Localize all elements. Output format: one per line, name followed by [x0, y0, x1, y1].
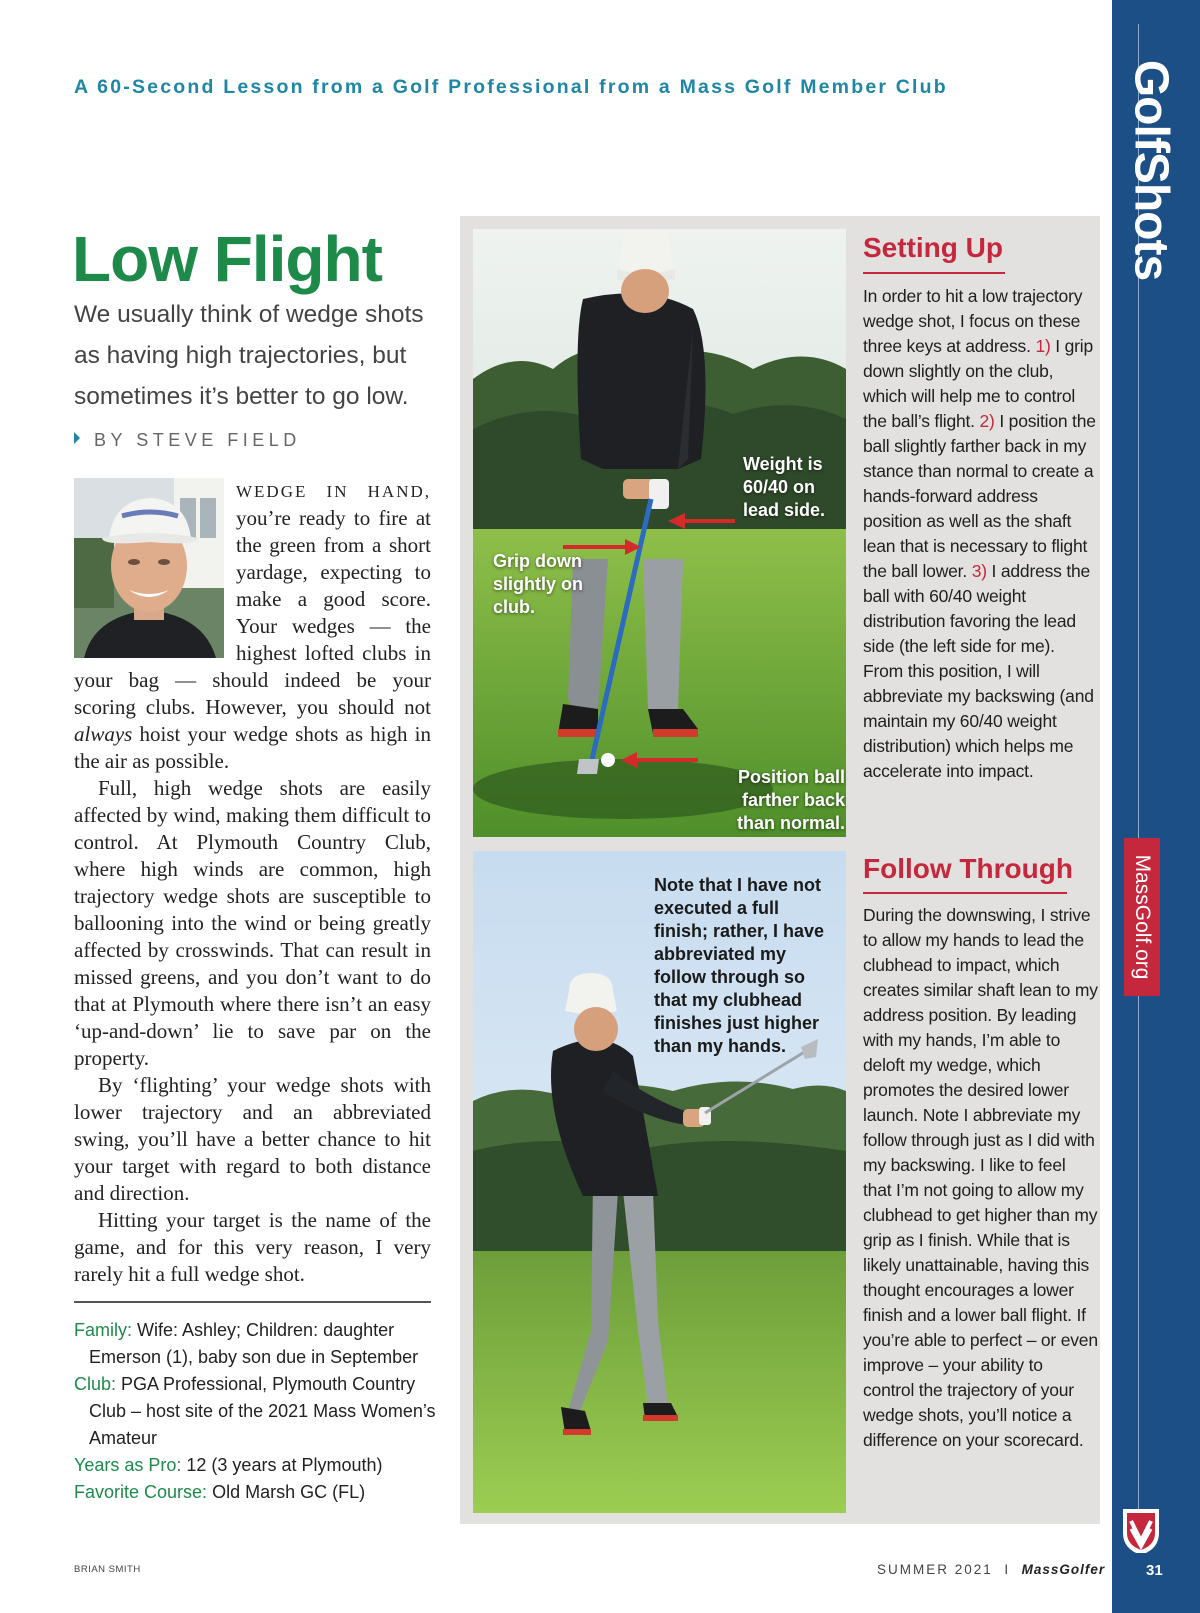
triangle-bullet-icon	[74, 432, 80, 444]
caption-ball-position: Position ball farther back than normal.	[736, 767, 845, 833]
pro-facts	[74, 1317, 444, 1506]
address-photo	[473, 229, 846, 837]
fact-label: Club:	[74, 1374, 117, 1394]
spine-section-label: GolfShots	[1124, 59, 1178, 281]
key-number: 1)	[1035, 336, 1051, 356]
fact-label: Family:	[74, 1320, 132, 1340]
fact-label: Years as Pro:	[74, 1455, 182, 1475]
setting-up-rule	[863, 272, 1005, 274]
fact-club	[74, 1371, 444, 1452]
emphasis-text: always	[74, 722, 133, 746]
spine-section-title	[1123, 60, 1179, 280]
setting-up-heading: Setting Up	[863, 232, 1003, 263]
follow-through-rule	[863, 892, 1067, 894]
spine-url-tab[interactable]	[1124, 838, 1160, 996]
key-text: I grip down slightly on the club, which will help me to control the ball’s flight.	[863, 336, 1093, 431]
magazine-name: MassGolfer	[1021, 1562, 1106, 1577]
page-number: 31	[1146, 1562, 1163, 1579]
byline	[74, 430, 301, 451]
fact-label: Favorite Course:	[74, 1482, 208, 1502]
section-kicker: A 60-Second Lesson from a Golf Professional from a Mass Golf Member Club	[74, 76, 948, 98]
folio-separator: I	[1004, 1562, 1011, 1577]
facts-divider	[74, 1301, 431, 1303]
caption-weight: Weight is 60/40 on lead side.	[743, 454, 826, 520]
key-number: 2)	[979, 411, 995, 431]
caption-follow-through-note: Note that I have not executed a full finish; rather, I have abbreviated my follow through so that my clubhead finishes just higher than my hands.	[654, 875, 825, 1056]
byline-text: BY STEVE FIELD	[94, 430, 301, 450]
photo-credit: BRIAN SMITH	[74, 1564, 141, 1575]
key-number: 3)	[971, 561, 987, 581]
fact-value: Old Marsh GC (FL)	[207, 1482, 366, 1502]
key-text: I position the ball slightly farther back in my stance than normal to create a hands-forward address position as well as the shaft lean that is necessary to flight the ball lower.	[863, 411, 1096, 581]
issue-folio	[877, 1562, 1105, 1577]
fact-value: 12 (3 years at Plymouth)	[181, 1455, 383, 1475]
body-paragraph: Hitting your target is the name of the game, and for this very reason, I very rarely hit a full wedge shot.	[74, 1208, 431, 1286]
issue-date: SUMMER 2021	[877, 1562, 993, 1577]
setting-up-text	[863, 284, 1098, 784]
article-body	[74, 477, 431, 1288]
article-title: Low Flight	[72, 223, 382, 295]
body-paragraph: By ‘flighting’ your wedge shots with lower trajectory and an abbreviated swing, you’ll have a better chance to hit your target with regard to both distance and direction.	[74, 1073, 431, 1205]
fact-value: Wife: Ashley; Children: daughter Emerson (1), baby son due in September	[89, 1320, 419, 1367]
body-paragraph-text: hoist your wedge shots as high in the air as possible.	[74, 722, 431, 773]
follow-through-text: During the downswing, I strive to allow my hands to lead the clubhead to impact, which creates similar shaft lean to my address position. By leading with my hands, I’m able to deloft my wedge, which promotes the desired lower launch. Note I abbreviate my follow through just as I did with my backswing. I like to feel that I’m not going to allow my clubhead to get higher than my grip as I finish. While that is likely unattainable, having this thought encourages a lower finish and a lower ball flight. If you’re able to perfect – or even improve – your ability to control the trajectory of your wedge shots, you’ll notice a difference on your scorecard.	[863, 905, 1098, 1450]
golfer-address-image	[473, 229, 846, 837]
mass-golf-shield-icon	[1119, 1505, 1163, 1557]
body-paragraph: Full, high wedge shots are easily affected by wind, making them difficult to control. At Plymouth Country Club, where high winds are common, high trajectory wedge shots are susceptible to ballooning into the wind or being greatly affected by crosswinds. That can result in missed greens, and you don’t want to do that at Plymouth where there isn’t an easy ‘up-and-down’ lie to save par on the property.	[74, 776, 431, 1070]
fact-years	[74, 1452, 444, 1479]
follow-through-heading: Follow Through	[863, 853, 1073, 884]
key-text: I address the ball with 60/40 weight distribution favoring the lead side (the left side for me). From this position, I will abbreviate my backswing (and maintain my 60/40 weight distribution) which helps me accelerate into impact.	[863, 561, 1094, 781]
fact-value: PGA Professional, Plymouth Country Club – host site of the 2021 Mass Women’s Amateur	[89, 1374, 436, 1448]
fact-course	[74, 1479, 444, 1506]
fact-family	[74, 1317, 444, 1371]
body-paragraph-text: you’re ready to fire at the green from a short yardage, expecting to make a good score. Your wedges — the highest lofted clubs in your bag — should indeed be your scoring clubs. However, you should not	[74, 506, 431, 719]
lead-in: WEDGE IN HAND,	[236, 482, 431, 501]
headshot-wrap-spacer	[74, 477, 236, 667]
caption-grip: Grip down slightly on club.	[493, 551, 583, 617]
setting-up-intro: In order to hit a low trajectory wedge shot, I focus on these three keys at address.	[863, 286, 1083, 356]
spine-url-label: MassGolf.org	[1131, 854, 1154, 980]
article-subtitle: We usually think of wedge shots as having high trajectories, but sometimes it’s better to go low.	[74, 301, 424, 410]
